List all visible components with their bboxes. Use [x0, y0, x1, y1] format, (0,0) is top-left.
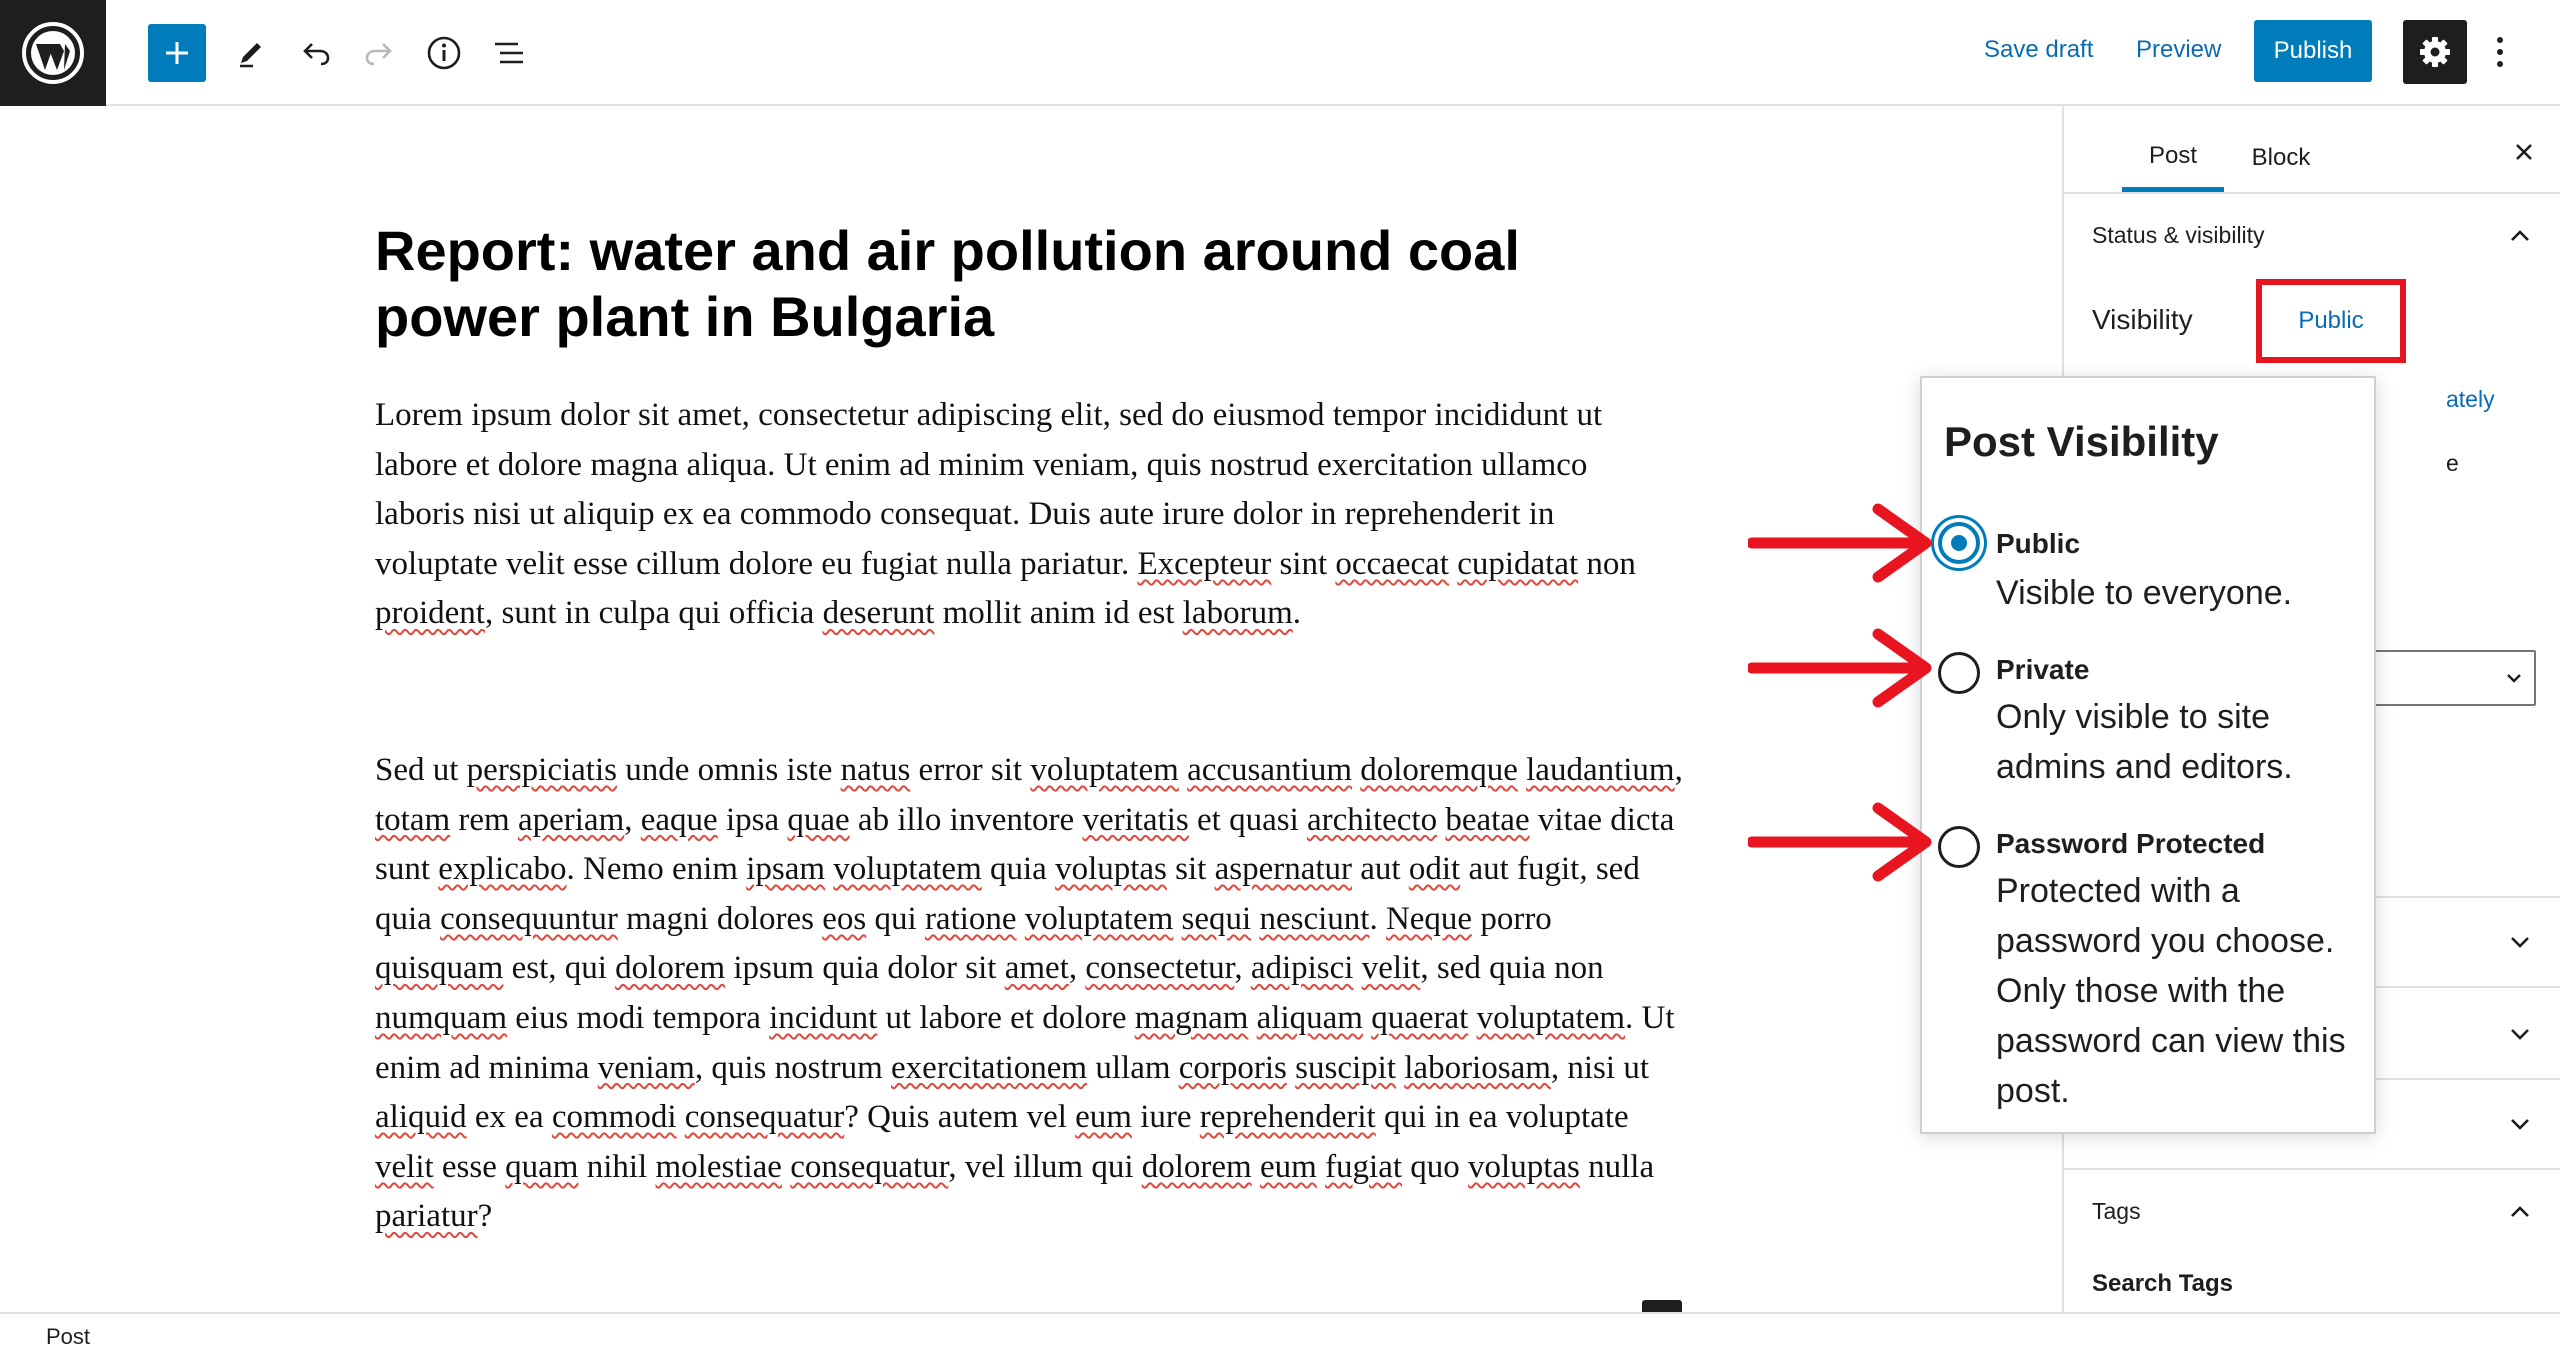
tags-heading[interactable]: Tags: [2092, 1198, 2141, 1224]
tools-button[interactable]: [222, 24, 280, 82]
list-view-button[interactable]: [480, 24, 538, 82]
visibility-password-label[interactable]: Password Protected: [1996, 828, 2266, 859]
chevron-down-icon[interactable]: [2500, 1104, 2540, 1144]
chevron-down-icon[interactable]: [2500, 1014, 2540, 1054]
redo-icon: [361, 35, 397, 71]
visibility-password-description: Protected with a password you choose. Only those with the password can view this post.: [1996, 872, 2346, 1110]
post-visibility-popover: [1920, 376, 2376, 1134]
undo-icon: [298, 35, 334, 71]
top-toolbar: [0, 0, 2560, 106]
plus-icon: [162, 38, 192, 68]
pencil-icon: [233, 35, 269, 71]
undo-button[interactable]: [287, 24, 345, 82]
save-draft-button[interactable]: Save draft: [1984, 36, 2094, 63]
gear-icon: [2418, 35, 2452, 69]
stick-to-top-label: e: [2446, 450, 2459, 476]
preview-button[interactable]: Preview: [2136, 36, 2222, 63]
visibility-private-description: Only visible to site admins and editors.: [1996, 698, 2293, 786]
add-block-button[interactable]: [148, 24, 206, 82]
status-footer: [0, 1312, 2560, 1356]
breadcrumb[interactable]: Post: [46, 1324, 91, 1349]
redo-button[interactable]: [350, 24, 408, 82]
wordpress-logo-icon[interactable]: [0, 0, 106, 106]
post-title[interactable]: Report: water and air pollution around coal power plant in Bulgaria: [375, 219, 1520, 348]
post-format-select[interactable]: [2374, 650, 2536, 706]
visibility-label: Visibility: [2092, 304, 2193, 335]
arrow-right-icon: [1748, 628, 1934, 708]
details-button[interactable]: [415, 24, 473, 82]
status-visibility-heading[interactable]: Status & visibility: [2092, 222, 2265, 248]
visibility-public-description: Visible to everyone.: [1996, 574, 2293, 612]
tab-post[interactable]: Post: [2122, 124, 2224, 192]
popover-title: Post Visibility: [1944, 418, 2219, 465]
publish-button[interactable]: Publish: [2254, 20, 2372, 82]
divider: [2064, 192, 2560, 194]
chevron-up-icon[interactable]: [2500, 216, 2540, 256]
divider: [2064, 1168, 2560, 1170]
more-vertical-icon: [2495, 35, 2505, 69]
tab-block[interactable]: Block: [2251, 144, 2311, 171]
list-view-icon: [490, 34, 528, 72]
visibility-public-label[interactable]: Public: [1996, 528, 2081, 559]
arrow-right-icon: [1748, 503, 1934, 583]
visibility-private-label[interactable]: Private: [1996, 654, 2090, 685]
chevron-down-icon[interactable]: [2500, 922, 2540, 962]
search-tags-label: Search Tags: [2092, 1270, 2233, 1297]
info-icon: [425, 34, 463, 72]
visibility-public-radio[interactable]: [1938, 522, 1980, 564]
publish-immediately-link[interactable]: ately: [2446, 386, 2495, 412]
settings-button[interactable]: [2403, 20, 2467, 84]
chevron-up-icon[interactable]: [2500, 1192, 2540, 1232]
visibility-private-radio[interactable]: [1938, 652, 1980, 694]
chevron-down-icon: [2502, 666, 2526, 690]
close-icon[interactable]: [2504, 132, 2544, 172]
options-button[interactable]: [2486, 26, 2514, 78]
paragraph-block[interactable]: Lorem ipsum dolor sit amet, consectetur adipiscing elit, sed do eiusmod tempor incididunt ut labore et dolore magna aliqua. Ut enim ad minim veniam, quis nostrud exercitation ullamco laboris nisi ut aliquip ex ea commodo consequat. Duis aute irure dolor in reprehenderit in voluptate velit esse cillum dolore eu fugiat nulla pariatur. Excepteur sint occaecat cupidatat non proident, sunt in culpa qui officia deserunt mollit anim id est laborum.: [375, 397, 1636, 632]
visibility-password-radio[interactable]: [1938, 826, 1980, 868]
arrow-right-icon: [1748, 802, 1934, 882]
visibility-toggle-button[interactable]: Public: [2256, 279, 2406, 363]
paragraph-block[interactable]: Sed ut perspiciatis unde omnis iste natus error sit voluptatem accusantium doloremque laudantium, totam rem aperiam, eaque ipsa quae ab illo inventore veritatis et quasi architecto beatae vitae dicta sunt explicabo. Nemo enim ipsam voluptatem quia voluptas sit aspernatur aut odit aut fugit, sed quia consequuntur magni dolores eos qui ratione voluptatem sequi nesciunt. Neque porro quisquam est, qui dolorem ipsum quia dolor sit amet, consectetur, adipisci velit, sed quia non numquam eius modi tempora incidunt ut labore et dolore magnam aliquam quaerat voluptatem. Ut enim ad minima veniam, quis nostrum exercitationem ullam corporis suscipit laboriosam, nisi ut aliquid ex ea commodi consequatur? Quis autem vel eum iure reprehenderit qui in ea voluptate velit esse quam nihil molestiae consequatur, vel illum qui dolorem eum fugiat quo voluptas nulla pariatur?: [375, 752, 1683, 1235]
